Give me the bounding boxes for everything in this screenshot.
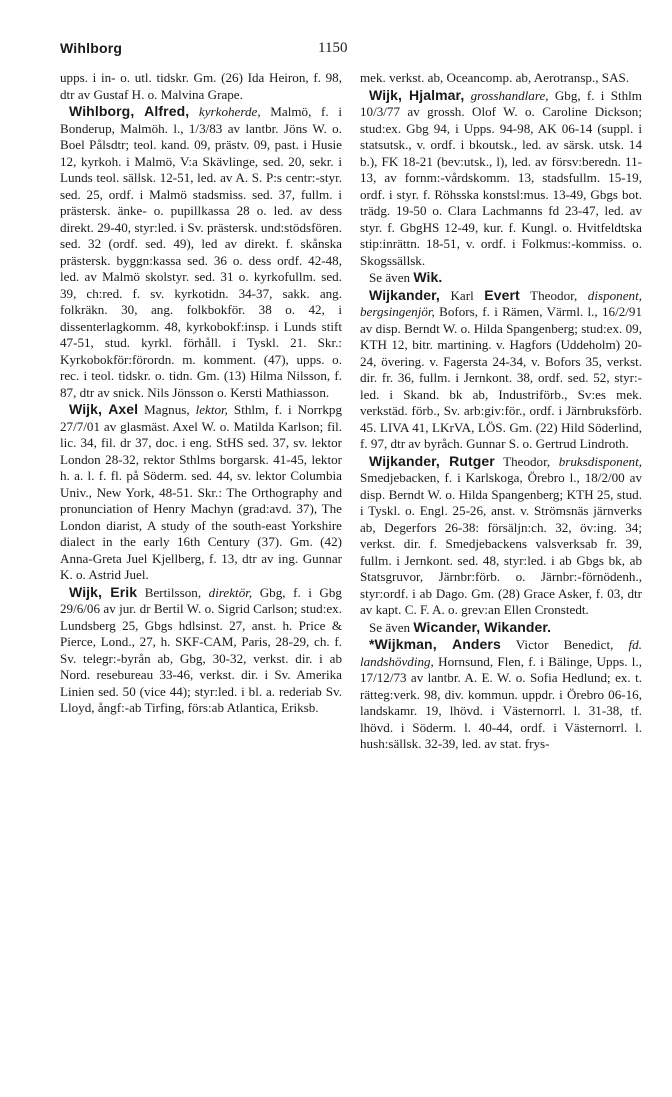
entry-name: Wijkander, <box>369 286 440 303</box>
entry-name: Wihlborg, Alfred, <box>69 103 190 119</box>
entry-continuation: mek. verkst. ab, Oceancomp. ab, Aerotransp., SAS. <box>360 70 630 85</box>
right-column <box>360 70 642 753</box>
entry-text: Smedjebacken, f. i Karlskoga, Örebro l., 18/2/00 av disp. Berndt W. o. Hilda Spangenberg; KTH 25, stud. i Tyskl. o. Engl. 25-26, anst. v. Strömsnäs järnverks ab, Degerfors 26-38: försäljn:ch. 32, öv:ing. 34; verkst. dir. f. Smedjebackens valsverksab fr. 39, fullm. i Jernkont. sed. 48, styr:led. i ab Gbgs bk, ab Statsgruvor, Järnbr:förb. o. Järnbr:-förnödenh., styr:ordf. i ab Dago. Gm. (28) Grace Asker, f. 03, dtr av kapt. C. F. A. o. grev:an Ellen Cronstedt. <box>360 470 642 617</box>
entry-continuation: upps. i in- o. utl. tidskr. Gm. (26) Ida Heiron, f. 98, dtr av Gustaf H. o. Malvina Grape. <box>60 70 342 102</box>
entry-title: lektor, <box>195 402 228 417</box>
entry-text: Gbg, f. i Sthlm 10/3/77 av grossh. Olof W. o. Caroline Dickson; stud:ex. Gbg 94, i Upps. 94-98, AK 06-14 (suppl. i statsutsk., v. ordf. i bkoutsk., led. av särsk. utsk. 14 b.), FK 18-21 (bev:utsk., l), led. av försv:beredn. 11-13, av fornm:-vårdskomm. 13, stadsfullm. 15-19, ordf. i styr. f. Röhsska konstsl:mus. 13-49, Gbgs bot. trädg. 19-50 o. Clara Lachmanns fd 23-47, led. av styr. f. GbgHS 12-49, kur. f. Kungl. o. Hvitfeldtska stip:inrättn. 18-51, v. ordf. i Folkmus:-kommiss. o. Skogssällsk. <box>360 87 642 268</box>
entry-name: Wijk, Axel <box>69 401 139 417</box>
entry-title: bruksdisponent, <box>558 453 642 469</box>
cross-reference: Se även Wik. <box>369 269 443 285</box>
running-head: Wihlborg <box>60 40 123 56</box>
entry-text: Bofors, f. i Rämen, Värml. l., 16/2/91 av disp. Berndt W. o. Hilda Spangenberg; stud:ex. 09, KTH 12, bitr. martining. v. Hagfors (Uddeholm) 20-24, övering. v. Fagersta 24-34, v. Bofors 35, verkst. dir. fr. 36, fullm. i Jernkont. 38, ordf. sed. 52, styr:-led. i Skand. bk ab, Industriförb., Sv:es mek. verkstäd. förb., Sv. arb:giv:för., ordf. i Järnbruksförb. 45. LIVA 41, LKrVA, LÖS. Gm. (22) Hild Söderlind, f. 97, dtr av byråch. Gunnar S. o. Gertrud Lindroth. <box>360 304 642 451</box>
entry-wijk-axel: Wijk, Axel Magnus, lektor, Sthlm, f. i Norrkpg 27/7/01 av glasmäst. Axel W. o. Matilda Karlson; fil. lic. 34, fil. dr 37, doc. i eng. StHS sed. 37, sv. lektor London 28-32, rektor Sthlms borgarsk. 41-45, lektor h. a. l. f. fl. på Söderm. sed. 44, sv. lektor Columbia Univ., New York, 48-51. Skr.: The Orthography and pronunciation of Henry Machyn (grad:avd. 37), The London diarist, A study of the south-east Yorkshire dialect in the early 16th Century (37). Gm. (42) Anna-Greta Juel Kjellberg, f. 13, dtr av ing. Gunnar K. o. Astrid Juel. <box>60 401 342 582</box>
entry-wijk-hjalmar <box>360 87 642 270</box>
entry-title: disponent, bergsingenjör, <box>360 287 642 319</box>
entry-wijkander-karl-evert: Wijkander, Karl Evert Theodor, disponent, bergsingenjör, Bofors, f. i Rämen, Värml. l., 16/2/91 av disp. Berndt W. o. Hilda Spangenberg; stud:ex. 09, KTH 12, bitr. martining. v. Hagfors (Uddeholm) 20-24, övering. v. Fagersta 24-34, v. Bofors 35, verkst. dir. fr. 36, fullm. i Jernkont. 38, ordf. sed. 52, styr:-led. i Skand. bk ab, Industriförb., Sv:es mek. verkstäd. förb., Sv. arb:giv:för., ordf. i Järnbruksförb. 45. LIVA 41, LKrVA, LÖS. Gm. (22) Hild Söderlind, f. 97, dtr av byråch. Gunnar S. o. Gertrud Lindroth. <box>360 286 642 451</box>
left-column <box>60 70 342 717</box>
entry-name: Wijkander, Rutger <box>369 452 495 469</box>
cross-reference: Se även Wicander, Wikander. <box>369 618 552 635</box>
entry-name: *Wijkman, Anders <box>369 636 501 652</box>
page-header <box>60 40 652 60</box>
entry-name: Wijk, Hjalmar, <box>369 86 465 103</box>
entry-wijkman-anders: *Wijkman, Anders Victor Benedict, fd. landshövding, Hornsund, Flen, f. i Bälinge, Upps. l., 17/12/73 av lantbr. A. E. W. o. Sofia Hedlund; ex. t. rätteg:verk. 98, div. kommun. uppdr. i Örebro 06-16, landskamr. 19, lhövd. i Västernorrl. l. 31-38, tf. lhövd. i Söderm. l. 40-44, ordf. i Västernorrl. l. hush:sällsk. 32-39, led. av stat. frys- <box>360 636 642 751</box>
entry-name: Wijk, Erik <box>69 583 138 600</box>
entry-text: Hornsund, Flen, f. i Bälinge, Upps. l., 17/12/73 av lantbr. A. E. W. o. Sofia Hedlund; ex. t. rätteg:verk. 98, div. kommun. uppdr. i Örebro 06-16, landskamr. 19, lhövd. i Västernorrl. l. 31-38, tf. lhövd. i Söderm. l. 40-44, ordf. i Västernorrl. l. hush:sällsk. 32-39, led. av stat. frys- <box>360 653 642 751</box>
entry-text: Sthlm, f. i Norrkpg 27/7/01 av glasmäst. Axel W. o. Matilda Karlson; fil. lic. 34, fil. dr 37, doc. i eng. StHS sed. 37, sv. lektor London 28-32, rektor Sthlms borgarsk. 41-45, lektor h. a. l. f. fl. på Söderm. sed. 44, sv. lektor Columbia Univ., New York, 48-51. Skr.: The Orthography and pronunciation of Henry Machyn (grad:avd. 37), The London diarist, A study of the south-east Yorkshire dialect in the early 16th Century (37). Gm. (42) Anna-Greta Juel Kjellberg, f. 13, dtr av ing. Gunnar K. o. Astrid Juel. <box>60 402 342 582</box>
entry-wijkander-rutger: Wijkander, Rutger Theodor, bruksdisponent, Smedjebacken, f. i Karlskoga, Örebro l., 18/2/00 av disp. Berndt W. o. Hilda Spangenberg; KTH 25, stud. i Tyskl. o. Engl. 25-26, anst. v. Strömsnäs järnverks ab, Degerfors 26-38: försäljn:ch. 32, öv:ing. 34; verkst. dir. f. Smedjebackens valsverksab fr. 39, fullm. i Jernkont. sed. 48, styr:led. i ab Gbgs bk, ab Statsgruvor, Järnbr:förb. o. Järnbr:-förnödenh., styr:ordf. i ab Dago. Gm. (28) Grace Asker, f. 03, dtr av kapt. C. F. A. o. grev:an Ellen Cronstedt. <box>360 452 642 617</box>
page-number: 1150 <box>318 40 348 56</box>
entry-wihlborg-alfred <box>60 103 342 401</box>
entry-title: grosshandlare, <box>470 87 549 103</box>
entry-wijk-erik: Wijk, Erik Bertilsson, direktör, Gbg, f. i Gbg 29/6/06 av jur. dr Bertil W. o. Sigrid Carlson; stud:ex. Lundsberg 25, Gbgs hdlsinst. 27, anst. h. Price & Pierce, Lond., 27, h. SKF-CAM, Paris, 28-29, ch. f. Sv. telegr:-byrån ab, Gbg, 30-32, verkst. dir. i ab Nord. resebureau 33-46, verkst. dir. i Sv. Amerika Linien sed. 50 (vice 44); styr:led. i bl. a. rederiab Sv. Lloyd, ångf:-ab Tirfing, förs:ab Atlantica, Eriksb. <box>60 583 342 715</box>
entry-title: direktör, <box>208 584 253 600</box>
entry-text: Malmö, f. i Bonderup, Malmöh. l., 1/3/83 av lantbr. Jöns W. o. Boel Pålsdtr; teol. kand. 09, prästv. 09, past. i Husie 12, kyrkoh. i Malmö, V:a Skävlinge, sed. 20, sekr. i Lunds teol. sällsk. 12-51, led. av A. S. P:s centr:-styr. sed. 25, ordf. i Malmö stadsmiss. sed. 37, fullm. i prästersk. änke- o. pupillkassa 28 o. led. av dess direkt. 29-40, styr:led. i Sv. prästersk. und:stödsfören. sed. 32 (ordf. sed. 49), led av direkt. f. skånska prästersk. byggn:kassa sed. 36 o. dess ordf. 42-48, led. av Malmö skolstyr. sed. 31 o. kyrkofullm. sed. 39, ch:red. f. sv. kyrkotidn. 34-37, sakk. ang. folkräkn. 30, ang. folkbokför. 38 o. 42, i dissenterlagkomm. 48, kyrkobokf:insp. i Lunds stift 47-51, stud. kyrkl. förhåll. i Tyskl. 21. Skr.: Kyrkobokför:förordn. m. komment. (47), upps. o. rec. i teol. tidskr. o. tidn. Gm. (13) Hilma Nilsson, f. 87, dtr av snick. Nils Jönsson o. Kersti Mathiasson. <box>60 104 342 400</box>
entry-title: fd. landshövding, <box>360 637 642 669</box>
entry-title: kyrkoherde, <box>198 104 261 119</box>
entry-text: Gbg, f. i Gbg 29/6/06 av jur. dr Bertil W. o. Sigrid Carlson; stud:ex. Lundsberg 25, Gbgs hdlsinst. 27, anst. h. Price & Pierce, Lond., 27, h. SKF-CAM, Paris, 28-29, ch. f. Sv. telegr:-byrån ab, Gbg, 30-32, verkst. dir. i ab Nord. resebureau 33-46, verkst. dir. i Sv. Amerika Linien sed. 50 (vice 44); styr:led. i bl. a. rederiab Sv. Lloyd, ångf:-ab Tirfing, förs:ab Atlantica, Eriksb. <box>60 584 342 715</box>
